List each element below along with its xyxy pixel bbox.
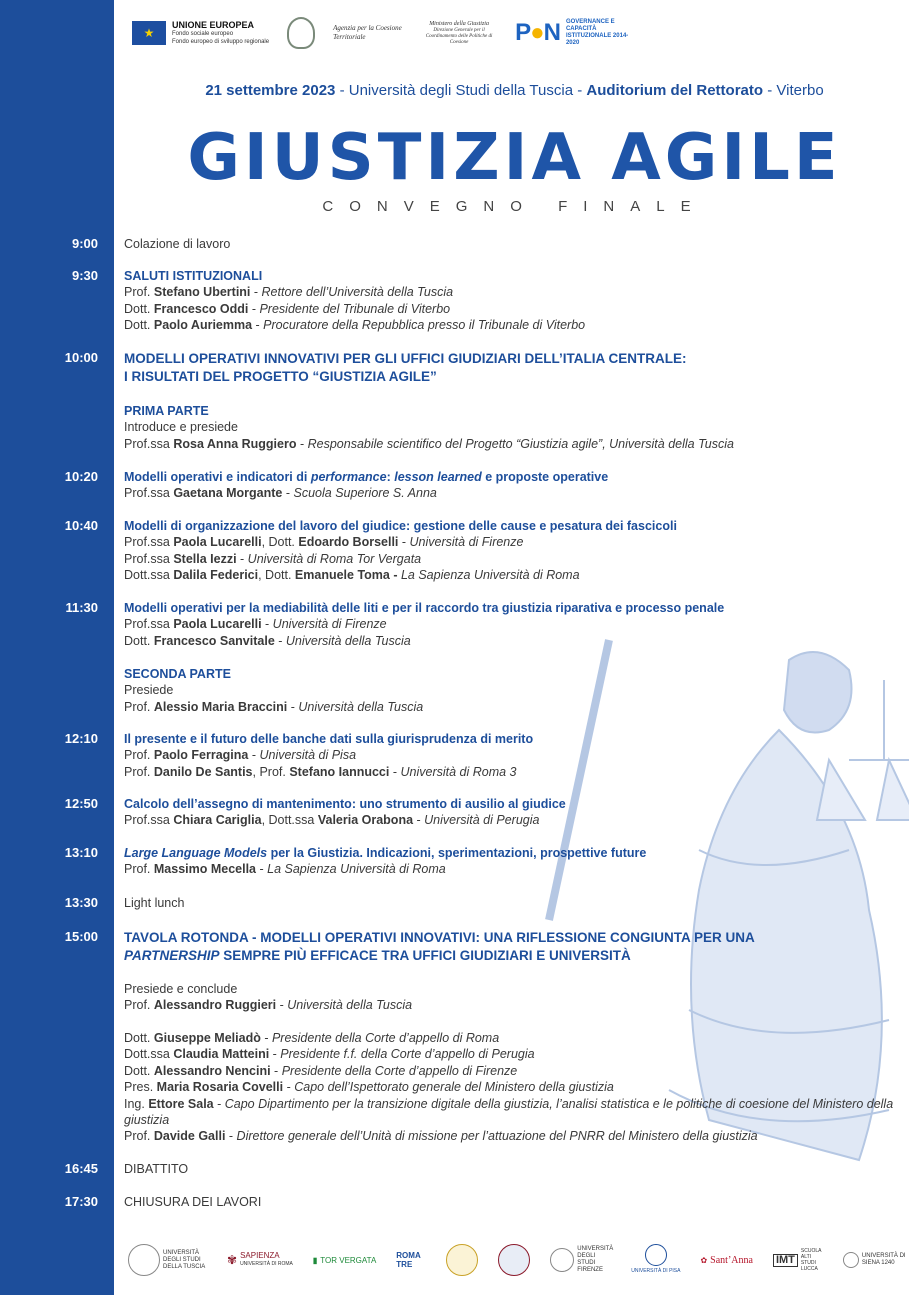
item-text: Colazione di lavoro xyxy=(124,237,231,251)
speaker-name: Paola Lucarelli xyxy=(173,535,262,550)
title: Pres. xyxy=(124,1080,157,1095)
title: Prof.ssa xyxy=(124,535,174,550)
time-label: 9:30 xyxy=(71,268,98,283)
title: Dott. xyxy=(124,1031,154,1045)
heading-part: Modelli operativi e indicatori di xyxy=(124,470,311,484)
sep: - xyxy=(260,1031,272,1045)
speaker-name: Dalila Federici xyxy=(173,568,259,583)
affiliation: Università della Tuscia xyxy=(298,699,424,714)
speaker-line xyxy=(124,485,899,501)
affiliation: Direttore generale dell’Unità di missione per l’attuazione del PNRR del Ministero della giustizia xyxy=(236,1129,758,1144)
session-heading: I RISULTATI DEL PROGETTO “GIUSTIZIA AGILE” xyxy=(124,369,437,384)
logo-pisa xyxy=(631,1244,680,1276)
session-heading xyxy=(124,469,899,485)
affiliation: Università della Tuscia xyxy=(285,633,411,648)
event-date: 21 settembre 2023 xyxy=(205,82,336,99)
speaker-name: Francesco Oddi xyxy=(153,301,249,316)
sep: - xyxy=(335,82,349,99)
title: Prof. xyxy=(124,862,154,877)
title: Prof. xyxy=(124,764,154,779)
pisa-seal-icon xyxy=(645,1244,667,1266)
sep: - xyxy=(261,617,273,632)
speaker-name: Stefano Iannucci xyxy=(289,764,390,779)
item-text: Light lunch xyxy=(124,896,185,910)
affiliation: Procuratore della Repubblica presso il Tribunale di Viterbo xyxy=(263,318,586,333)
sep: - xyxy=(287,699,299,714)
speaker-line xyxy=(124,567,899,583)
sep: - xyxy=(269,1047,281,1062)
sep: - xyxy=(256,862,268,877)
time-label: 10:40 xyxy=(64,518,98,533)
speaker-line xyxy=(124,1046,899,1062)
time-label: 13:10 xyxy=(64,845,98,860)
top-logos xyxy=(132,14,630,52)
speaker-line xyxy=(124,436,899,452)
affiliation: Presidente della Corte d’appello di Firenze xyxy=(281,1063,518,1078)
logo-imt xyxy=(773,1248,823,1272)
time-label: 12:50 xyxy=(64,796,98,811)
title: Dott. xyxy=(124,318,154,333)
speaker-name: Paola Lucarelli xyxy=(173,617,262,632)
page-subtitle: CONVEGNO FINALE xyxy=(322,198,707,215)
speaker-name: Edoardo Borselli xyxy=(298,535,399,550)
sep: - xyxy=(282,486,294,501)
session-heading: Il presente e il futuro delle banche dati sulla giurisprudenza di merito xyxy=(124,732,534,746)
part-heading: PRIMA PARTE xyxy=(124,404,209,418)
speaker-name: Massimo Mecella xyxy=(153,862,257,877)
tuscia-seal-icon xyxy=(128,1244,160,1276)
speaker-name: Valeria Orabona xyxy=(317,813,414,828)
part-heading: SECONDA PARTE xyxy=(124,667,231,681)
session-heading: CHIUSURA DEI LAVORI xyxy=(124,1195,262,1209)
speaker-line xyxy=(124,1079,899,1095)
logo-santanna: ✿ Sant’Anna xyxy=(700,1254,753,1266)
session-heading xyxy=(124,845,899,861)
heading-part: PARTNERSHIP xyxy=(124,948,220,963)
time-label: 13:30 xyxy=(64,895,98,910)
sep: - xyxy=(252,318,264,333)
affiliation: Responsabile scientifico del Progetto “Giustizia agile”, Università della Tuscia xyxy=(307,436,734,451)
affiliation: Presidente del Tribunale di Viterbo xyxy=(259,301,451,316)
affiliation: Università di Pisa xyxy=(259,748,357,763)
event-dateline xyxy=(114,82,915,99)
ministry-logo xyxy=(421,20,497,46)
time-label: 9:00 xyxy=(71,236,98,251)
speaker-name: Chiara Cariglia xyxy=(173,813,262,828)
affiliation: La Sapienza Università di Roma xyxy=(400,568,580,583)
logo-text: IMT xyxy=(773,1254,798,1267)
title: Ing. xyxy=(124,1096,149,1111)
eu-logo xyxy=(132,20,269,46)
title: , Prof. xyxy=(252,764,290,779)
title: , Dott. xyxy=(258,568,295,583)
sep: - xyxy=(763,82,777,99)
ministry-name: Ministero della Giustizia xyxy=(429,21,489,27)
speaker-name: Stella Iezzi xyxy=(173,551,237,566)
eu-flag-icon: ★ xyxy=(132,21,166,45)
speaker-line xyxy=(124,1030,899,1046)
speaker-line xyxy=(124,1063,899,1079)
sep: - xyxy=(250,285,262,300)
session-heading: SALUTI ISTITUZIONALI xyxy=(124,269,263,283)
affiliation: Scuola Superiore S. Anna xyxy=(293,486,437,501)
speaker-line xyxy=(124,764,899,780)
title: Prof. xyxy=(124,748,154,763)
session-heading: Modelli di organizzazione del lavoro del giudice: gestione delle cause e pesatura dei fascicoli xyxy=(124,519,677,533)
title: Dott. xyxy=(124,1063,154,1078)
time-label: 10:00 xyxy=(64,350,98,365)
session-heading: TAVOLA ROTONDA - MODELLI OPERATIVI INNOVATIVI: UNA RIFLESSIONE CONGIUNTA PER UNA xyxy=(124,930,755,945)
logo-firenze xyxy=(550,1246,614,1274)
time-label: 10:20 xyxy=(64,469,98,484)
eu-sub2: Fondo europeo di sviluppo regionale xyxy=(172,39,270,45)
seal-icon xyxy=(498,1244,530,1276)
speaker-line xyxy=(124,1096,899,1129)
title: Prof.ssa xyxy=(124,617,174,632)
heading-part: : xyxy=(386,470,395,484)
time-label: 16:45 xyxy=(64,1161,98,1176)
time-label: 17:30 xyxy=(64,1194,98,1209)
session-heading xyxy=(124,947,899,965)
title: Prof.ssa xyxy=(124,813,174,828)
speaker-name: Danilo De Santis xyxy=(153,764,253,779)
pon-text: GOVERNANCE E CAPACITÀ ISTITUZIONALE 2014-2020 xyxy=(565,19,629,46)
sep: - xyxy=(213,1096,225,1111)
speaker-name: Ettore Sala xyxy=(148,1096,214,1111)
sep: - xyxy=(296,436,308,451)
logo-text: UNIVERSITÀ DEGLI STUDI DELLA TUSCIA xyxy=(163,1249,206,1270)
affiliation: Università di Roma Tor Vergata xyxy=(247,551,422,566)
affiliation: Capo dell’Ispettorato generale del Ministero della giustizia xyxy=(294,1080,614,1095)
session-heading: Calcolo dell’assegno di mantenimento: uno strumento di ausilio al giudice xyxy=(124,797,566,811)
speaker-line xyxy=(124,317,899,333)
affiliation: La Sapienza Università di Roma xyxy=(267,862,446,877)
speaker-name: Gaetana Morgante xyxy=(173,486,283,501)
time-label: 11:30 xyxy=(65,600,98,615)
sep: - xyxy=(413,813,425,828)
event-university: Università degli Studi della Tuscia xyxy=(348,82,574,99)
logo-sapienza: ✾ SAPIENZA UNIVERSITÀ DI ROMA xyxy=(227,1251,293,1267)
title: Dott.ssa xyxy=(124,568,174,583)
speaker-line xyxy=(124,1128,899,1144)
speaker-name: Maria Rosaria Covelli xyxy=(156,1080,284,1095)
event-venue: Auditorium del Rettorato xyxy=(586,82,764,99)
affiliation: Presidente f.f. della Corte d’appello di Perugia xyxy=(280,1047,535,1062)
speaker-line xyxy=(124,616,899,632)
sep: - xyxy=(248,301,260,316)
sep: - xyxy=(236,551,248,566)
heading-part: per la Giustizia. Indicazioni, sperimentazioni, prospettive future xyxy=(267,846,647,860)
logo-romatre xyxy=(396,1251,426,1269)
speaker-name: Davide Galli xyxy=(153,1129,226,1144)
logo-text: UNIVERSITÀ DI PISA xyxy=(631,1268,681,1274)
sep: - xyxy=(283,1080,295,1095)
affiliation: Università di Firenze xyxy=(409,535,524,550)
partner-logos xyxy=(128,1244,908,1276)
eu-sub1: Fondo sociale europeo xyxy=(172,31,234,37)
speaker-name: Paolo Ferragina xyxy=(153,748,249,763)
siena-seal-icon xyxy=(843,1252,859,1268)
speaker-name: Alessandro Ruggieri xyxy=(153,998,277,1013)
heading-part: lesson learned xyxy=(394,470,482,484)
time-label: 15:00 xyxy=(64,929,98,944)
title: Prof.ssa xyxy=(124,436,174,451)
session-heading: MODELLI OPERATIVI INNOVATIVI PER GLI UFFICI GIUDIZIARI DELL’ITALIA CENTRALE: xyxy=(124,351,687,366)
speaker-line xyxy=(124,812,899,828)
logo-seal-1 xyxy=(446,1244,478,1276)
speaker-line xyxy=(124,301,899,317)
page-title: GIUSTIZIA AGILE xyxy=(187,121,842,195)
affiliation: Rettore dell’Università della Tuscia xyxy=(261,285,454,300)
sep: - xyxy=(248,748,260,763)
ministry-sub: Direzione Generale per il Coordinamento delle Politiche di Coesione xyxy=(425,28,493,45)
sep: - xyxy=(270,1063,282,1078)
title: Prof.ssa xyxy=(124,551,174,566)
speaker-line xyxy=(124,699,899,715)
speaker-line xyxy=(124,747,899,763)
affiliation: Presidente della Corte d’appello di Roma xyxy=(271,1031,500,1045)
heading-part: e proposte operative xyxy=(481,470,609,484)
speaker-line xyxy=(124,551,899,567)
speaker-name: Alessandro Nencini xyxy=(153,1063,271,1078)
sep: - xyxy=(573,82,587,99)
sep: - xyxy=(389,764,401,779)
affiliation: Università della Tuscia xyxy=(287,998,413,1013)
role-line: Presiede xyxy=(124,683,174,698)
title: Prof. xyxy=(124,285,154,300)
firenze-seal-icon xyxy=(550,1248,574,1272)
affiliation: Università di Perugia xyxy=(424,813,540,828)
title: Prof. xyxy=(124,699,154,714)
speaker-name: Giuseppe Meliadò xyxy=(153,1031,261,1045)
logo-text: Sant’Anna xyxy=(710,1254,753,1266)
title: , Dott. xyxy=(261,535,299,550)
sep: - xyxy=(274,633,286,648)
logo-text: ROMA TRE xyxy=(396,1251,421,1269)
sep: - xyxy=(225,1129,237,1144)
logo-tuscia xyxy=(128,1244,207,1276)
logo-text: SAPIENZA xyxy=(240,1251,280,1260)
logo-text: UNIVERSITÀ DI SIENA 1240 xyxy=(861,1253,906,1266)
affiliation: Capo Dipartimento per la transizione digitale della giustizia, l’analisi statistica e le politiche di coesione del Ministero della giustizia xyxy=(124,1096,894,1128)
title: , Dott.ssa xyxy=(261,813,318,828)
speaker-line xyxy=(124,633,899,649)
time-label: 12:10 xyxy=(64,731,98,746)
title: Dott. xyxy=(124,301,154,316)
heading-part: performance xyxy=(310,470,387,484)
session-heading: DIBATTITO xyxy=(124,1162,189,1176)
role-line: Presiede e conclude xyxy=(124,982,238,996)
title: Prof. xyxy=(124,998,154,1013)
title: Dott. xyxy=(124,633,154,648)
speaker-name: Claudia Matteini xyxy=(173,1047,270,1062)
speaker-name: Emanuele Toma - xyxy=(294,568,401,583)
logo-siena xyxy=(843,1252,908,1268)
logo-text: TOR VERGATA xyxy=(320,1255,377,1265)
speaker-name: Paolo Auriemma xyxy=(153,318,253,333)
pon-logo xyxy=(515,19,630,47)
italian-emblem-icon xyxy=(287,17,315,49)
pon-mark-icon: P●N xyxy=(515,19,560,46)
heading-part: Large Language Models xyxy=(124,846,268,860)
speaker-name: Stefano Ubertini xyxy=(153,285,251,300)
speaker-name: Alessio Maria Braccini xyxy=(153,699,288,714)
logo-torvergata: ▮ TOR VERGATA xyxy=(312,1255,377,1265)
event-city: Viterbo xyxy=(776,82,824,99)
speaker-line xyxy=(124,997,899,1013)
speaker-name: Francesco Sanvitale xyxy=(153,633,275,648)
logo-text: UNIVERSITÀ DEGLI STUDI FIRENZE xyxy=(577,1246,614,1273)
role-line: Introduce e presiede xyxy=(124,420,238,435)
eu-title: UNIONE EUROPEA xyxy=(172,20,255,30)
speaker-line xyxy=(124,861,899,877)
session-heading: Modelli operativi per la mediabilità delle liti e per il raccordo tra giustizia riparativa e processo penale xyxy=(124,601,725,615)
agency-logo: Agenzia per la Coesione Territoriale xyxy=(333,24,402,41)
title: Prof.ssa xyxy=(124,486,174,501)
affiliation: Università di Firenze xyxy=(272,617,387,632)
speaker-line xyxy=(124,284,899,300)
title: Prof. xyxy=(124,1129,154,1144)
logo-seal-2 xyxy=(498,1244,530,1276)
speaker-name: Rosa Anna Ruggiero xyxy=(173,436,297,451)
speaker-line xyxy=(124,534,899,550)
logo-text: SCUOLA ALTI STUDI LUCCA xyxy=(800,1248,822,1272)
seal-icon xyxy=(446,1244,478,1276)
affiliation: Università di Roma 3 xyxy=(400,764,517,779)
sep: - xyxy=(398,535,410,550)
title: Dott.ssa xyxy=(124,1047,174,1062)
left-color-band xyxy=(0,0,114,1295)
heading-part: SEMPRE PIÙ EFFICACE TRA UFFICI GIUDIZIARI E UNIVERSITÀ xyxy=(219,948,631,963)
sep: - xyxy=(276,998,288,1013)
logo-text: UNIVERSITÀ DI ROMA xyxy=(240,1261,293,1267)
